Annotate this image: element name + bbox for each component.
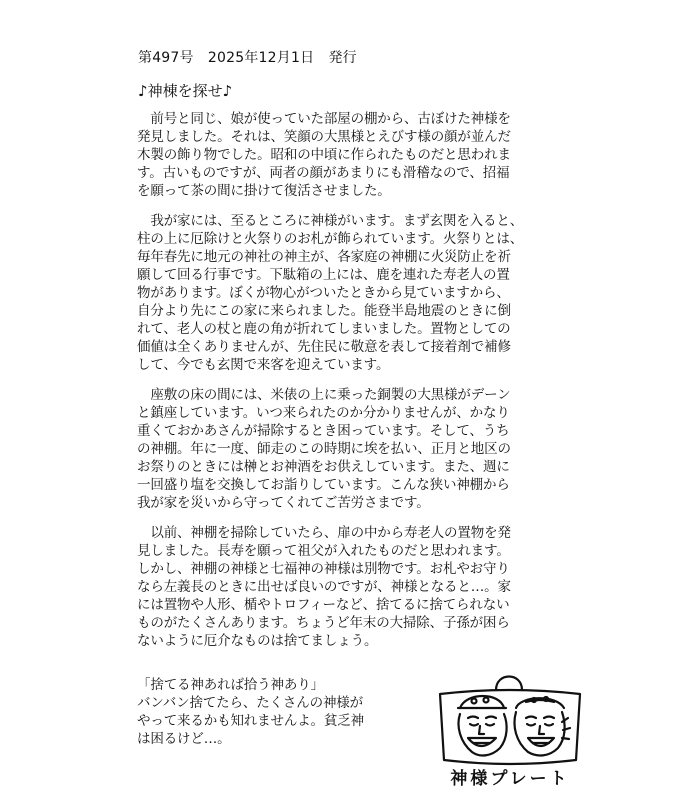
paragraph-4	[137, 524, 577, 650]
text-line: 前号と同じ、娘が使っていた部屋の棚から、古ぼけた神様を	[137, 111, 511, 127]
plate-drawing	[430, 668, 590, 790]
text-line: には置物や人形、楯やトロフィーなど、捨てるに捨てられない	[137, 597, 510, 613]
text-line: 願して回る行事です。下駄箱の上には、鹿を連れた寿老人の置	[137, 267, 510, 283]
text-line: す。古いものですが、両者の顔があまりにも滑稽なので、招福	[137, 165, 510, 181]
proverb-quote: 「捨てる神あれば拾う神あり」	[137, 677, 324, 693]
text-line: 自分より先にこの家に来られました。能登半島地震のときに倒	[137, 303, 511, 319]
text-line: 重くておかあさんが掃除するとき困っています。そして、うち	[137, 423, 510, 439]
text-line: 見しました。長寿を願って祖父が入れたものだと思われます。	[137, 543, 510, 559]
text-line: は困るけど…。	[137, 731, 231, 747]
paragraph-3	[137, 386, 577, 512]
text-line: れて、老人の杖と鹿の角が折れてしまいました。置物としての	[137, 321, 511, 337]
plate-caption: 神様プレート	[450, 769, 570, 789]
text-line: 座敷の床の間には、米俵の上に乗った銅製の大黒様がデーン	[137, 387, 511, 403]
ebisu-face	[515, 697, 571, 755]
text-line: バンバン捨てたら、たくさんの神様が	[137, 695, 364, 711]
text-line: 物があります。ぼくが物心がついたときから見ていますから、	[137, 285, 510, 301]
text-line: しかし、神棚の神様と七福神の神様は別物です。お札やお守り	[137, 561, 510, 577]
text-line: ないように厄介なものは捨てましょう。	[137, 633, 378, 649]
text-line: 木製の飾り物でした。昭和の中頃に作られたものだと思われま	[137, 147, 511, 163]
text-line: ものがたくさんあります。ちょうど年末の大掃除、子孫が困ら	[137, 615, 510, 631]
closing-text	[137, 676, 427, 748]
text-line: を願って茶の間に掛けて復活させました。	[137, 183, 391, 199]
paragraph-1	[137, 110, 577, 200]
text-line: 発見しました。それは、笑顔の大黒様とえびす様の顔が並んだ	[137, 129, 511, 145]
text-line: 価値は全くありませんが、先住民に敬意を表して接着剤で補修	[137, 339, 511, 355]
text-line: 毎年春先に地元の神社の神主が、各家庭の神棚に火災防止を祈	[137, 249, 511, 265]
daikoku-face	[458, 696, 507, 755]
text-line: 我が家を災いから守ってくれてご苦労さまです。	[137, 495, 430, 511]
column-title: ♪神棟を探せ♪	[138, 82, 233, 100]
text-line: なら左義長のときに出せば良いのですが、神様となると…。家	[137, 579, 511, 595]
text-line: やって来るかも知れませんよ。貧乏神	[137, 713, 364, 729]
issue-line: 第497号 2025年12月1日 発行	[138, 50, 357, 66]
text-line: お祭りのときには榊とお神酒をお供えしています。また、週に	[137, 459, 510, 475]
kami-plate-illustration	[430, 668, 590, 790]
text-line: 我が家には、至るところに神様がいます。まず玄関を入ると、	[137, 213, 524, 229]
text-line: 以前、神棚を掃除していたら、扉の中から寿老人の置物を発	[137, 525, 511, 541]
plate-board	[440, 690, 580, 764]
text-line: の神棚。年に一度、師走のこの時期に埃を払い、正月と地区の	[137, 441, 511, 457]
text-line: して、今でも玄関で来客を迎えています。	[137, 357, 390, 373]
text-line: と鎮座しています。いつ来られたのか分かりませんが、かなり	[137, 405, 510, 421]
text-line: 柱の上に厄除けと火祭りのお札が飾られています。火祭りとは、	[137, 231, 524, 247]
article-body	[137, 110, 577, 662]
paragraph-2	[137, 212, 577, 374]
hanging-loop	[496, 677, 522, 691]
text-line: 一回盛り塩を交換してお詣りしています。こんな狭い神棚から	[137, 477, 510, 493]
